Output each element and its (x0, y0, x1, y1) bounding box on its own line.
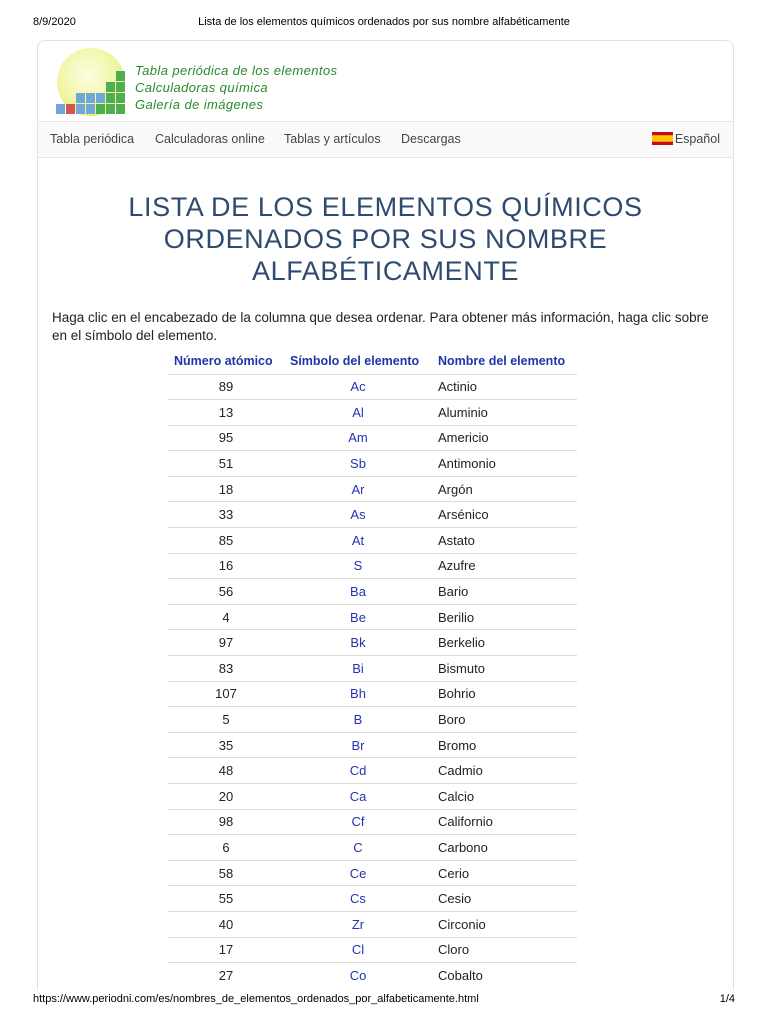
periodni-logo-icon[interactable] (53, 46, 133, 118)
element-symbol-link[interactable]: Am (284, 425, 432, 451)
nav-item-tablas-y-articulos[interactable]: Tablas y artículos (284, 132, 381, 146)
atomic-number-cell: 48 (168, 758, 284, 784)
table-row (168, 707, 577, 733)
table-row (168, 784, 577, 810)
table-row (168, 809, 577, 835)
atomic-number-cell: 89 (168, 374, 284, 400)
element-name-cell: Circonio (432, 911, 577, 937)
atomic-number-cell: 51 (168, 451, 284, 477)
table-row (168, 604, 577, 630)
element-symbol-link[interactable]: Bh (284, 681, 432, 707)
element-name-cell: Bohrio (432, 681, 577, 707)
element-name-cell: Bario (432, 579, 577, 605)
nav-item-calculadoras-online[interactable]: Calculadoras online (155, 132, 265, 146)
table-row (168, 732, 577, 758)
table-row (168, 911, 577, 937)
element-symbol-link[interactable]: S (284, 553, 432, 579)
page-title-line-1: LISTA DE LOS ELEMENTOS QUÍMICOS (128, 192, 643, 222)
atomic-number-cell: 35 (168, 732, 284, 758)
table-row (168, 963, 577, 989)
table-row (168, 502, 577, 528)
element-name-cell: Calcio (432, 784, 577, 810)
atomic-number-cell: 33 (168, 502, 284, 528)
spain-flag-icon (652, 132, 673, 145)
atomic-number-cell: 16 (168, 553, 284, 579)
element-name-cell: Bromo (432, 732, 577, 758)
language-label: Español (674, 132, 720, 146)
page-title-line-2: ORDENADOS POR SUS NOMBRE (163, 224, 608, 254)
table-row (168, 579, 577, 605)
print-header (33, 16, 735, 30)
atomic-number-cell: 58 (168, 860, 284, 886)
site-link-calculators[interactable]: Calculadoras química (135, 80, 269, 95)
page-title-line-3: ALFABÉTICAMENTE (251, 256, 520, 286)
element-name-cell: Azufre (432, 553, 577, 579)
atomic-number-cell: 107 (168, 681, 284, 707)
atomic-number-cell: 6 (168, 835, 284, 861)
element-name-cell: Antimonio (432, 451, 577, 477)
table-row (168, 630, 577, 656)
element-symbol-link[interactable]: At (284, 528, 432, 554)
element-name-cell: Cesio (432, 886, 577, 912)
atomic-number-cell: 4 (168, 604, 284, 630)
element-name-cell: Bismuto (432, 656, 577, 682)
element-symbol-link[interactable]: Ar (284, 476, 432, 502)
element-symbol-link[interactable]: B (284, 707, 432, 733)
element-symbol-link[interactable]: C (284, 835, 432, 861)
main-nav (38, 121, 733, 158)
atomic-number-cell: 5 (168, 707, 284, 733)
table-row (168, 400, 577, 426)
element-symbol-link[interactable]: Bk (284, 630, 432, 656)
element-symbol-link[interactable]: Bi (284, 656, 432, 682)
table-row (168, 451, 577, 477)
element-symbol-link[interactable]: Zr (284, 911, 432, 937)
element-name-cell: Berilio (432, 604, 577, 630)
element-symbol-link[interactable]: Cl (284, 937, 432, 963)
table-row (168, 835, 577, 861)
column-header-name[interactable]: Nombre del elemento (438, 354, 566, 369)
atomic-number-cell: 17 (168, 937, 284, 963)
element-name-cell: Cobalto (432, 963, 577, 989)
element-symbol-link[interactable]: Sb (284, 451, 432, 477)
element-symbol-link[interactable]: Cs (284, 886, 432, 912)
print-url: https://www.periodni.com/es/nombres_de_elementos_ordenados_por_alfabeticamente.html (33, 993, 479, 1005)
nav-item-descargas[interactable]: Descargas (401, 132, 461, 146)
atomic-number-cell: 20 (168, 784, 284, 810)
site-link-periodic-table[interactable]: Tabla periódica de los elementos (135, 63, 338, 78)
language-selector[interactable] (652, 132, 720, 146)
element-name-cell: Astato (432, 528, 577, 554)
table-body (168, 374, 577, 988)
element-name-cell: Boro (432, 707, 577, 733)
atomic-number-cell: 97 (168, 630, 284, 656)
element-symbol-link[interactable]: Al (284, 400, 432, 426)
site-header (38, 41, 733, 121)
atomic-number-cell: 95 (168, 425, 284, 451)
element-symbol-link[interactable]: Ac (284, 374, 432, 400)
element-name-cell: Cerio (432, 860, 577, 886)
atomic-number-cell: 56 (168, 579, 284, 605)
element-name-cell: Californio (432, 809, 577, 835)
table-row (168, 937, 577, 963)
print-footer (33, 993, 735, 1007)
element-name-cell: Arsénico (432, 502, 577, 528)
table-row (168, 425, 577, 451)
table-row (168, 528, 577, 554)
table-row (168, 681, 577, 707)
element-symbol-link[interactable]: Ba (284, 579, 432, 605)
element-name-cell: Argón (432, 476, 577, 502)
site-link-gallery[interactable]: Galería de imágenes (135, 97, 264, 112)
table-row (168, 656, 577, 682)
table-row (168, 758, 577, 784)
element-name-cell: Americio (432, 425, 577, 451)
site-links (135, 62, 337, 113)
element-name-cell: Cloro (432, 937, 577, 963)
table-header-row (168, 349, 577, 374)
print-page-number: 1/4 (719, 993, 735, 1005)
element-symbol-link[interactable]: Be (284, 604, 432, 630)
atomic-number-cell: 18 (168, 476, 284, 502)
atomic-number-cell: 40 (168, 911, 284, 937)
element-name-cell: Actinio (432, 374, 577, 400)
intro-text: Haga clic en el encabezado de la columna que desea ordenar. Para obtener más información, haga clic sobre en el símbolo del elemento. (52, 310, 709, 343)
page-title (38, 191, 733, 287)
element-symbol-link[interactable]: Cf (284, 809, 432, 835)
element-symbol-link[interactable]: Cd (284, 758, 432, 784)
element-symbol-link[interactable]: Br (284, 732, 432, 758)
table-row (168, 886, 577, 912)
element-name-cell: Berkelio (432, 630, 577, 656)
table-row (168, 553, 577, 579)
element-name-cell: Cadmio (432, 758, 577, 784)
element-name-cell: Aluminio (432, 400, 577, 426)
element-symbol-link[interactable]: As (284, 502, 432, 528)
element-symbol-link[interactable]: Co (284, 963, 432, 989)
element-name-cell: Carbono (432, 835, 577, 861)
table-row (168, 374, 577, 400)
atomic-number-cell: 85 (168, 528, 284, 554)
atomic-number-cell: 13 (168, 400, 284, 426)
atomic-number-cell: 27 (168, 963, 284, 989)
elements-table (168, 349, 577, 988)
atomic-number-cell: 83 (168, 656, 284, 682)
table-row (168, 860, 577, 886)
column-header-symbol[interactable]: Símbolo del elemento (290, 354, 420, 369)
element-symbol-link[interactable]: Ca (284, 784, 432, 810)
print-date: 8/9/2020 (33, 16, 76, 28)
print-document-title: Lista de los elementos químicos ordenados por sus nombre alfabéticamente (198, 16, 570, 28)
column-header-atomic-number[interactable]: Número atómico (174, 354, 273, 369)
table-row (168, 476, 577, 502)
atomic-number-cell: 55 (168, 886, 284, 912)
nav-item-tabla-periodica[interactable]: Tabla periódica (50, 132, 135, 146)
atomic-number-cell: 98 (168, 809, 284, 835)
element-symbol-link[interactable]: Ce (284, 860, 432, 886)
page-frame (37, 40, 734, 990)
